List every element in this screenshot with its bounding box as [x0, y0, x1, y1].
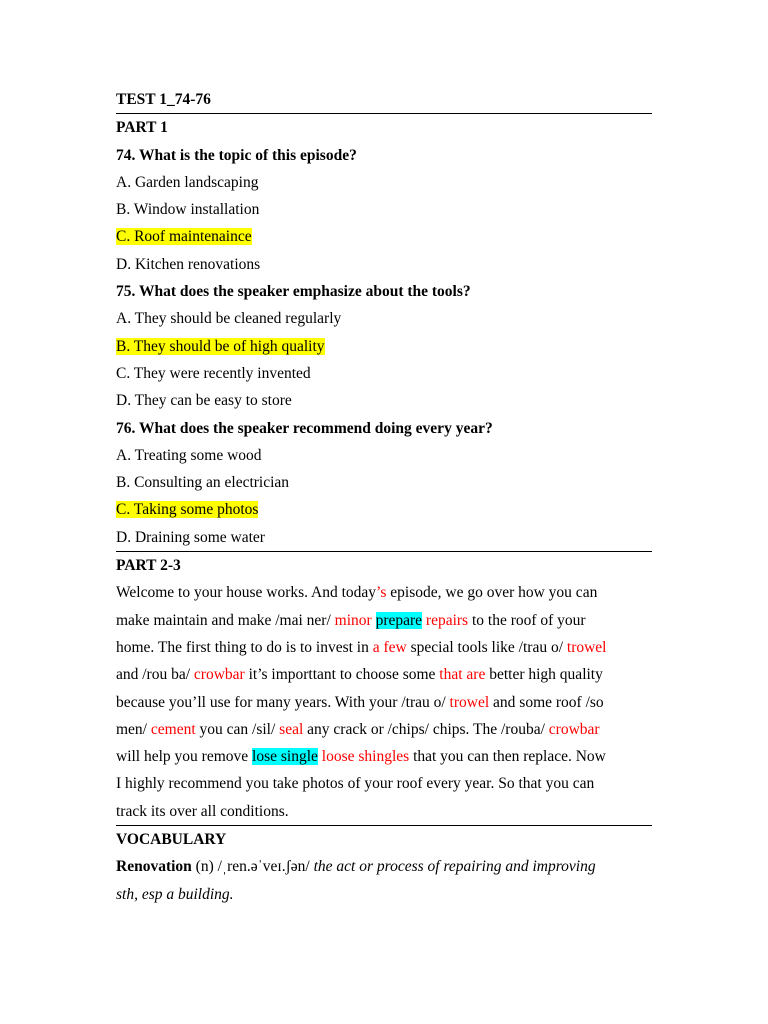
transcript-line-6: men/ cement you can /sil/ seal any crack or /chips/ chips. The /rouba/ crowbar	[116, 720, 600, 738]
question-75: 75. What does the speaker emphasize about the tools?	[116, 283, 471, 301]
transcript-line-4: and /rou ba/ crowbar it’s importtant to choose some that are better high quality	[116, 666, 603, 684]
option-75-c: C. They were recently invented	[116, 364, 311, 382]
transcript-line-7: will help you remove lose single loose shingles that you can then replace. Now	[116, 748, 606, 766]
option-74-a: A. Garden landscaping	[116, 173, 259, 191]
question-76: 76. What does the speaker recommend doing every year?	[116, 419, 493, 437]
test-title: TEST 1_74-76	[116, 86, 652, 114]
option-76-b: B. Consulting an electrician	[116, 474, 290, 492]
vocab-definition-cont: sth, esp a building.	[116, 885, 234, 903]
question-74: 74. What is the topic of this episode?	[116, 146, 357, 164]
option-76-d: D. Draining some water	[116, 524, 652, 552]
vocab-entry: Renovation (n) /ˌren.əˈveɪ.ʃən/ the act or process of repairing and improving	[116, 858, 596, 876]
transcript-line-2: make maintain and make /mai ner/ minor prepare repairs to the roof of your	[116, 611, 586, 629]
part23-heading: PART 2-3	[116, 557, 181, 575]
transcript-line-3: home. The first thing to do is to invest in a few special tools like /trau o/ trowel	[116, 638, 607, 656]
answer-highlight: C. Taking some photos	[116, 501, 259, 519]
option-75-a: A. They should be cleaned regularly	[116, 310, 342, 328]
option-76-c	[116, 496, 652, 523]
answer-highlight: B. They should be of high quality	[116, 337, 325, 355]
option-74-c	[116, 223, 652, 250]
option-74-d: D. Kitchen renovations	[116, 255, 261, 273]
option-75-b	[116, 333, 652, 360]
option-75-d: D. They can be easy to store	[116, 392, 292, 410]
vocab-word: Renovation	[116, 858, 192, 876]
transcript-line-1: Welcome to your house works. And today’s episode, we go over how you can	[116, 584, 598, 602]
part1-heading: PART 1	[116, 119, 168, 137]
option-76-a: A. Treating some wood	[116, 446, 262, 464]
transcript-line-9: track its over all conditions.	[116, 798, 652, 826]
transcript-line-5: because you’ll use for many years. With your /trau o/ trowel and some roof /so	[116, 693, 604, 711]
document-page	[116, 86, 652, 908]
answer-highlight: C. Roof maintenaince	[116, 228, 252, 246]
vocabulary-heading: VOCABULARY	[116, 831, 227, 849]
transcript-line-8: I highly recommend you take photos of your roof every year. So that you can	[116, 775, 595, 793]
option-74-b: B. Window installation	[116, 201, 260, 219]
